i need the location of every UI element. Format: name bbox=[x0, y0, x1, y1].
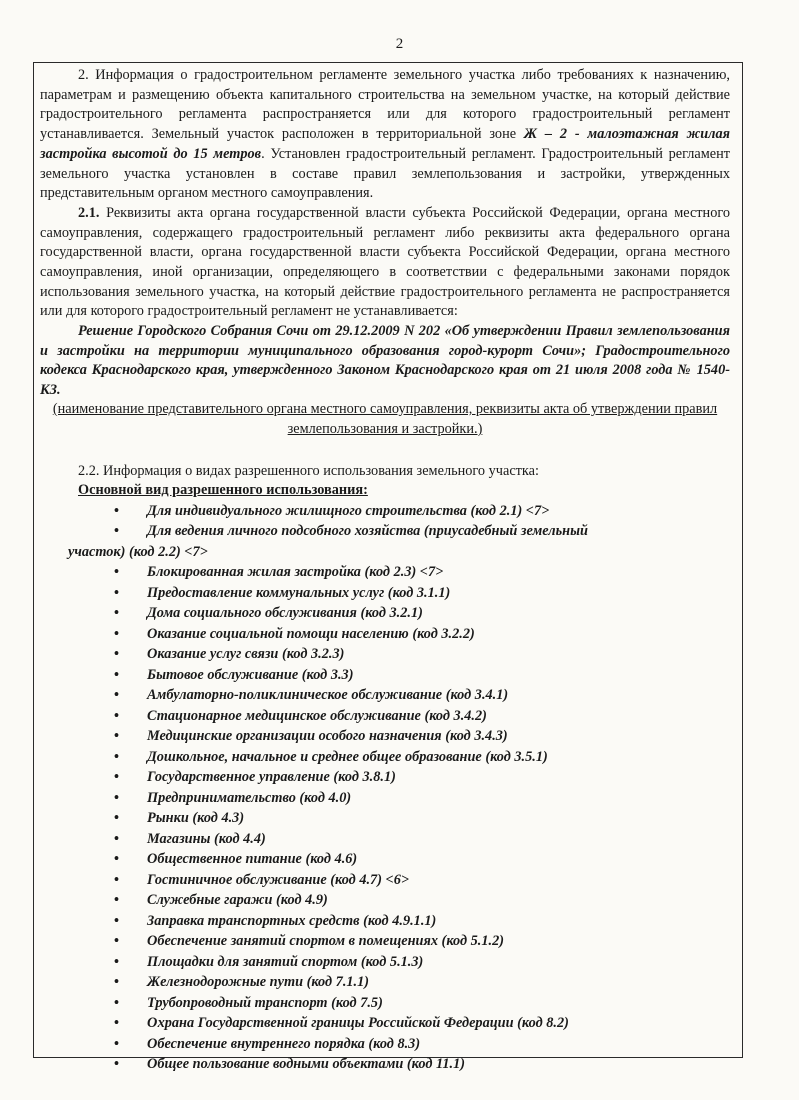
list-item: • Железнодорожные пути (код 7.1.1) bbox=[40, 972, 730, 993]
bullet-icon: • bbox=[114, 1015, 120, 1032]
section-2-paragraph bbox=[40, 66, 730, 204]
list-item: • Общественное питание (код 4.6) bbox=[40, 849, 730, 870]
bullet-icon: • bbox=[114, 605, 120, 622]
section-2-text-end: . Установлен градостроительный регламент. Градостроительный регламент земельного участка установлен в составе правил землепользования и застройки, утвержденных представительным органом местного самоуправления. bbox=[40, 145, 730, 202]
bullet-icon: • bbox=[114, 625, 120, 642]
section-2-1-text: Реквизиты акта органа государственной власти субъекта Российской Федерации, органа местного самоуправления, содержащего градостроительный регламент либо реквизиты акта федерального органа государственной власти, органа государственной власти субъекта Российской Федерации, органа местного самоуправления, иной организации, определяющего в соответствии с федеральными законами порядок использования земельного участка, на который действие градостроительного регламента не распространяется или для которого градостроительный регламент не устанавливается: bbox=[40, 204, 730, 320]
bullet-icon: • bbox=[114, 584, 120, 601]
bullet-icon: • bbox=[114, 748, 120, 765]
list-item: • Общее пользование водными объектами (код 11.1) bbox=[40, 1054, 730, 1075]
bullet-icon: • bbox=[114, 789, 120, 806]
bullet-icon: • bbox=[114, 851, 120, 868]
document-content bbox=[40, 66, 730, 1075]
bullet-icon: • bbox=[114, 912, 120, 929]
list-item: • Дошкольное, начальное и среднее общее образование (код 3.5.1) bbox=[40, 747, 730, 768]
list-item: • Магазины (код 4.4) bbox=[40, 829, 730, 850]
bullet-icon: • bbox=[114, 933, 120, 950]
list-item: • Оказание услуг связи (код 3.2.3) bbox=[40, 644, 730, 665]
list-item: • Государственное управление (код 3.8.1) bbox=[40, 767, 730, 788]
decision-note: (наименование представительного органа местного самоуправления, реквизиты акта об утверждении правил землепользования и застройки.) bbox=[52, 401, 718, 437]
section-2-text: 2. Информация о градостроительном регламенте земельного участка либо требованиях к назначению, параметрам и размещению объекта капитального строительства на земельном участке, на который действие градостроительного регламента распространяется или для которого градостроительный регламент устанавливается. Земельный участок расположен в территориальной зоне bbox=[40, 67, 730, 143]
main-kind-title: Основной вид разрешенного использования: bbox=[78, 482, 368, 499]
list-item: • Гостиничное обслуживание (код 4.7) <6> bbox=[40, 870, 730, 891]
list-item: • Для ведения личного подсобного хозяйства (приусадебный земельный участок) (код 2.2) <7> bbox=[68, 523, 588, 560]
bullet-icon: • bbox=[114, 728, 120, 745]
bullet-icon: • bbox=[114, 974, 120, 991]
bullet-icon: • bbox=[114, 810, 120, 827]
bullet-icon: • bbox=[114, 830, 120, 847]
list-item: • Служебные гаражи (код 4.9) bbox=[40, 890, 730, 911]
decision-text: Решение Городского Собрания Сочи от 29.12.2009 N 202 «Об утверждении Правил землепользования и застройки на территории муниципального образования город-курорт Сочи»; Градостроительного кодекса Краснодарского края, утвержденного Законом Краснодарского края от 21 июля 2008 года № 1540-КЗ. bbox=[40, 323, 730, 398]
section-2-1-paragraph bbox=[40, 204, 730, 322]
bullet-icon: • bbox=[114, 666, 120, 683]
section-2-2-title: 2.2. Информация о видах разрешенного использования земельного участка: bbox=[78, 462, 539, 479]
list-item: • Обеспечение занятий спортом в помещениях (код 5.1.2) bbox=[40, 931, 730, 952]
list-item: • Предоставление коммунальных услуг (код 3.1.1) bbox=[40, 583, 730, 604]
permitted-uses-list bbox=[40, 501, 730, 1075]
bullet-icon: • bbox=[114, 646, 120, 663]
list-item: • Бытовое обслуживание (код 3.3) bbox=[40, 665, 730, 686]
list-item: • Заправка транспортных средств (код 4.9.1.1) bbox=[40, 911, 730, 932]
list-item: • Предпринимательство (код 4.0) bbox=[40, 788, 730, 809]
bullet-icon: • bbox=[114, 994, 120, 1011]
bullet-icon: • bbox=[114, 1035, 120, 1052]
list-item: • Амбулаторно-поликлиническое обслуживание (код 3.4.1) bbox=[40, 685, 730, 706]
bullet-icon: • bbox=[114, 769, 120, 786]
list-item: • Для индивидуального жилищного строительства (код 2.1) <7> bbox=[40, 501, 730, 522]
list-item: • Охрана Государственной границы Российской Федерации (код 8.2) bbox=[40, 1013, 730, 1034]
list-item: • Оказание социальной помощи населению (код 3.2.2) bbox=[40, 624, 730, 645]
list-item: • Трубопроводный транспорт (код 7.5) bbox=[40, 993, 730, 1014]
list-item: • Дома социального обслуживания (код 3.2.1) bbox=[40, 603, 730, 624]
bullet-icon: • bbox=[114, 1056, 120, 1073]
list-item: • Медицинские организации особого назначения (код 3.4.3) bbox=[40, 726, 730, 747]
list-item: • Площадки для занятий спортом (код 5.1.3) bbox=[40, 952, 730, 973]
list-item: • Обеспечение внутреннего порядка (код 8.3) bbox=[40, 1034, 730, 1055]
zone-name: Ж – 2 - малоэтажная жилая застройка высотой до 15 метров bbox=[40, 126, 730, 162]
section-2-1-number: 2.1. bbox=[78, 204, 100, 221]
list-item: • Стационарное медицинское обслуживание (код 3.4.2) bbox=[40, 706, 730, 727]
list-item: • Рынки (код 4.3) bbox=[40, 808, 730, 829]
bullet-icon: • bbox=[114, 953, 120, 970]
page-number: 2 bbox=[395, 36, 404, 52]
bullet-icon: • bbox=[114, 871, 120, 888]
list-item: • Блокированная жилая застройка (код 2.3) <7> bbox=[40, 562, 730, 583]
bullet-icon: • bbox=[114, 523, 120, 540]
bullet-icon: • bbox=[114, 502, 120, 519]
bullet-icon: • bbox=[114, 707, 120, 724]
bullet-icon: • bbox=[114, 892, 120, 909]
bullet-icon: • bbox=[114, 564, 120, 581]
bullet-icon: • bbox=[114, 687, 120, 704]
